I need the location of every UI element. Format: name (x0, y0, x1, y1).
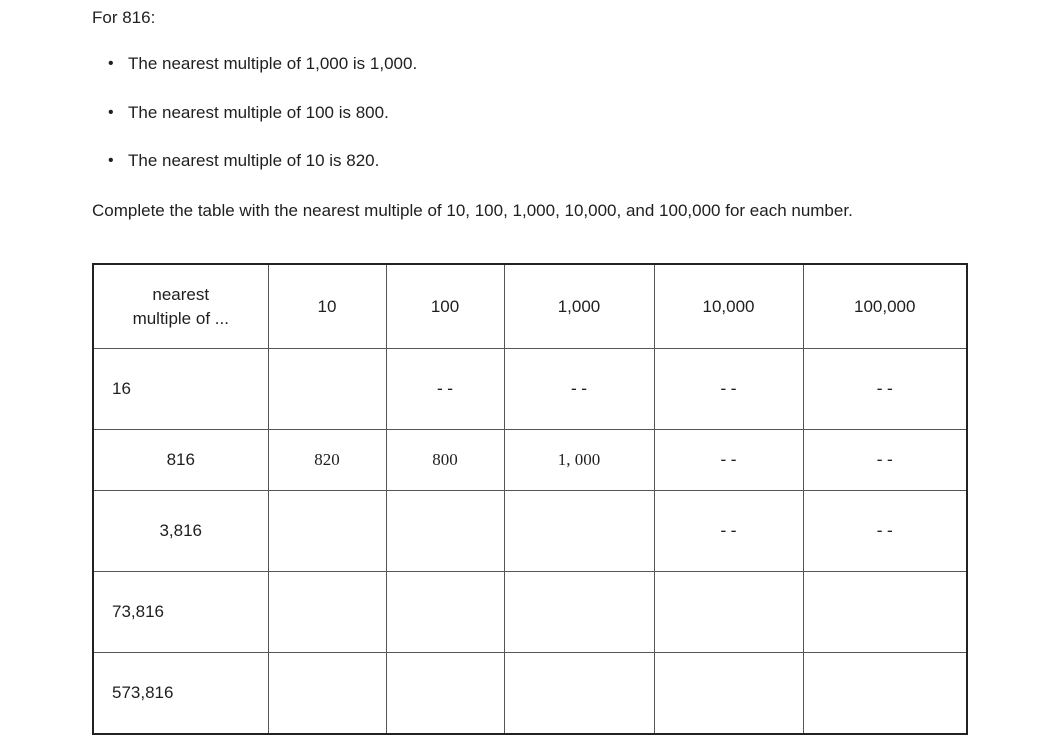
answer-cell[interactable] (654, 653, 803, 735)
header-label-line: multiple of ... (132, 308, 229, 328)
answer-cell[interactable] (386, 653, 504, 735)
answer-cell: -- (654, 349, 803, 430)
answer-cell[interactable] (268, 491, 386, 572)
bullet-item: • The nearest multiple of 10 is 820. (128, 151, 379, 171)
column-header: 100 (386, 264, 504, 349)
answer-cell: -- (654, 491, 803, 572)
answer-cell[interactable] (268, 572, 386, 653)
rounding-table (92, 263, 968, 735)
answer-cell: -- (803, 349, 967, 430)
row-number: 3,816 (93, 491, 268, 572)
answer-cell: -- (803, 430, 967, 491)
row-number: 73,816 (93, 572, 268, 653)
answer-cell[interactable] (386, 491, 504, 572)
column-header: 10,000 (654, 264, 803, 349)
table-row (93, 430, 967, 491)
answer-cell[interactable] (504, 572, 654, 653)
table-row (93, 572, 967, 653)
answer-cell: 1, 000 (504, 430, 654, 491)
instruction-text: Complete the table with the nearest multiple of 10, 100, 1,000, 10,000, and 100,000 for each number. (92, 201, 853, 220)
table-row (93, 653, 967, 735)
answer-cell: -- (386, 349, 504, 430)
intro-text: For 816: (92, 8, 156, 27)
answer-cell: 800 (386, 430, 504, 491)
answer-cell: -- (803, 491, 967, 572)
row-number: 573,816 (93, 653, 268, 735)
column-header: 10 (268, 264, 386, 349)
column-header: 100,000 (803, 264, 967, 349)
answer-cell[interactable] (803, 572, 967, 653)
answer-cell[interactable] (504, 653, 654, 735)
answer-cell[interactable] (386, 572, 504, 653)
answer-cell[interactable] (268, 349, 386, 430)
answer-cell[interactable] (803, 653, 967, 735)
answer-cell: 820 (268, 430, 386, 491)
answer-cell[interactable] (654, 572, 803, 653)
bullet-item: • The nearest multiple of 1,000 is 1,000. (128, 54, 417, 74)
row-number: 816 (93, 430, 268, 491)
table-header-label (93, 264, 268, 349)
row-number: 16 (93, 349, 268, 430)
answer-cell: -- (504, 349, 654, 430)
table-row (93, 491, 967, 572)
answer-cell[interactable] (268, 653, 386, 735)
table-header-row (93, 264, 967, 349)
column-header: 1,000 (504, 264, 654, 349)
bullet-item: • The nearest multiple of 100 is 800. (128, 103, 389, 123)
answer-cell: -- (654, 430, 803, 491)
header-label-line: nearest (152, 284, 210, 304)
table-row (93, 349, 967, 430)
answer-cell[interactable] (504, 491, 654, 572)
